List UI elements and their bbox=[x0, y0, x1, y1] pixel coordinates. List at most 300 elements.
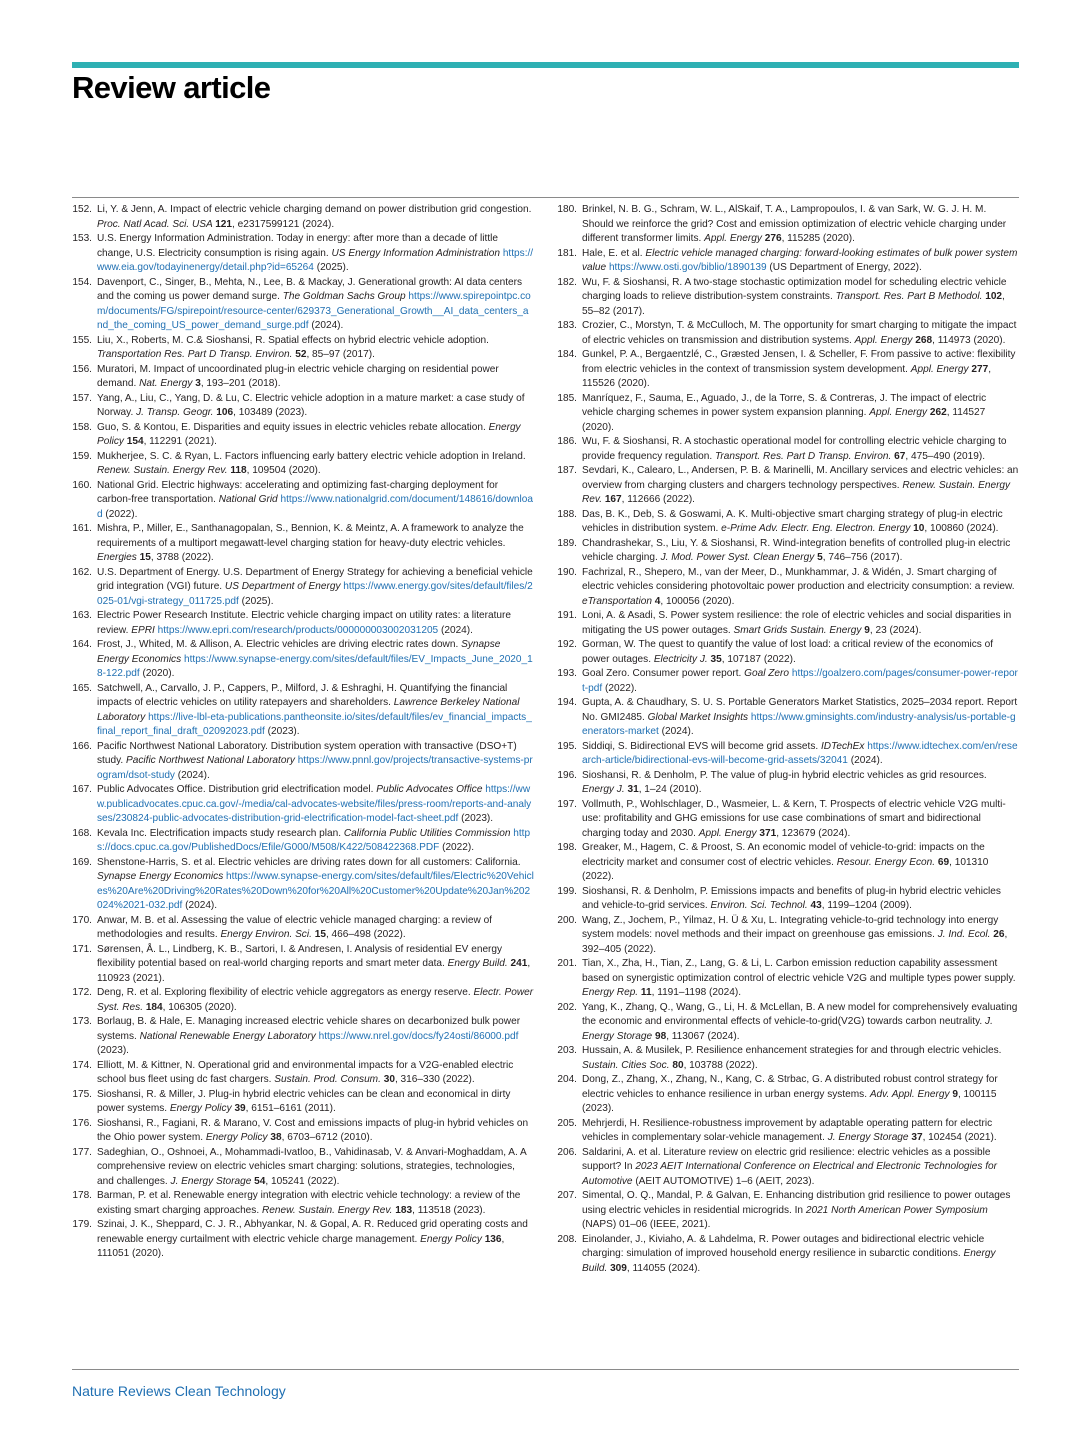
reference-authors-title: Saldarini, A. et al. Literature review on electric grid resilience: electric vehicles as a possible support? In bbox=[582, 1146, 991, 1172]
reference-source: Sustain. Cities Soc. bbox=[582, 1059, 673, 1071]
reference-item bbox=[557, 1233, 1019, 1277]
reference-pages-year: , e2317599121 (2024). bbox=[232, 218, 335, 230]
reference-authors-title: Dong, Z., Zhang, X., Zhang, N., Kang, C. & Strbac, G. A distributed robust control strategy for electric vehicles to enhance resilience in urban energy systems. bbox=[582, 1074, 998, 1100]
reference-authors-title: Yang, K., Zhang, Q., Wang, G., Li, H. & McLellan, B. A new model for comprehensively evaluating the economic and environmental effects of vehicle-to-grid(V2G) towards carbon neutrality. bbox=[582, 1001, 1018, 1027]
reference-text bbox=[582, 566, 1019, 610]
reference-authors-title: Sioshansi, R. & Denholm, P. The value of plug-in hybrid electric vehicles as grid resources. bbox=[582, 769, 987, 781]
reference-authors-title: Muratori, M. Impact of uncoordinated plug-in electric vehicle charging on residential power demand. bbox=[97, 363, 499, 389]
reference-number: 173. bbox=[72, 1016, 92, 1027]
reference-number: 158. bbox=[72, 421, 92, 433]
reference-year: (2024). bbox=[308, 320, 344, 331]
reference-number: 197. bbox=[557, 798, 577, 810]
reference-source: Transport. Res. Part D Transp. Environ. bbox=[714, 450, 895, 462]
reference-number: 176. bbox=[72, 1117, 92, 1129]
reference-number: 160. bbox=[72, 479, 92, 491]
reference-link[interactable]: https://www.osti.gov/biblio/1890139 bbox=[608, 262, 767, 273]
reference-volume: 121 bbox=[215, 218, 233, 230]
reference-authors-title: Barman, P. et al. Renewable energy integration with electric vehicle technology: a review of the existing smart charging approaches. bbox=[97, 1190, 521, 1216]
reference-item bbox=[557, 348, 1019, 392]
reference-item bbox=[72, 522, 534, 566]
reference-volume: 69 bbox=[937, 856, 950, 868]
reference-volume: 54 bbox=[254, 1175, 266, 1187]
reference-number: 189. bbox=[557, 537, 577, 549]
reference-number: 182. bbox=[557, 276, 577, 288]
reference-number: 178. bbox=[72, 1190, 92, 1201]
reference-pages-year: , 6703–6712 (2010). bbox=[281, 1132, 373, 1143]
reference-item bbox=[557, 508, 1019, 537]
reference-number: 152. bbox=[72, 204, 92, 215]
reference-pages-year: , 112291 (2021). bbox=[143, 436, 217, 447]
reference-number: 185. bbox=[557, 392, 577, 404]
reference-number: 195. bbox=[557, 740, 577, 752]
reference-source: Energy Policy bbox=[169, 1103, 235, 1114]
reference-authors-title: Yang, A., Liu, C., Yang, D. & Lu, C. Electric vehicle adoption in a mature market: a case study of Norway. bbox=[97, 392, 525, 418]
reference-source: Electricity J. bbox=[653, 653, 711, 665]
reference-source: Environ. Sci. Technol. bbox=[710, 900, 811, 911]
reference-pages-year: , 103489 (2023). bbox=[233, 407, 308, 418]
reference-source: Renew. Sustain. Energy Rev. bbox=[582, 479, 1011, 505]
reference-item bbox=[557, 957, 1019, 1001]
reference-text bbox=[97, 522, 534, 566]
reference-link[interactable]: https://live-lbl-eta-publications.pantheonsite.io/sites/default/files/ev_financial_impacts_final_report_final_draft_02092023.pdf bbox=[97, 711, 532, 737]
reference-item bbox=[557, 769, 1019, 798]
reference-authors-title: Frost, J., Whited, M. & Allison, A. Electric vehicles are driving electric rates down. bbox=[97, 639, 462, 650]
reference-source: Renew. Sustain. Energy Rev. bbox=[261, 1204, 396, 1216]
reference-volume: 102 bbox=[985, 291, 1003, 302]
reference-text bbox=[582, 1233, 1019, 1277]
reference-volume: 136 bbox=[484, 1233, 502, 1245]
reference-source: Appl. Energy bbox=[704, 233, 765, 244]
reference-authors-title: Davenport, C., Singer, B., Mehta, N., Lee, B. & Mackay, J. Generational growth: AI data centers and the coming us power demand surge. bbox=[97, 276, 523, 302]
reference-item bbox=[557, 885, 1019, 914]
reference-source: Transport. Res. Part B Methodol. bbox=[835, 291, 986, 302]
reference-text bbox=[582, 769, 1019, 798]
reference-text bbox=[97, 1117, 534, 1146]
reference-pages-year: , 111051 (2020). bbox=[97, 1233, 505, 1259]
reference-item bbox=[557, 609, 1019, 638]
reference-text bbox=[97, 682, 534, 740]
reference-text bbox=[97, 638, 534, 682]
reference-year: (2024). bbox=[182, 900, 218, 911]
reference-item bbox=[72, 1059, 534, 1088]
reference-volume: 371 bbox=[759, 827, 777, 839]
reference-source: Renew. Sustain. Energy Rev. bbox=[97, 465, 231, 476]
reference-text bbox=[97, 203, 534, 232]
reference-volume: 31 bbox=[627, 784, 639, 795]
reference-text bbox=[582, 348, 1019, 392]
reference-year: (2023). bbox=[264, 726, 300, 737]
reference-source: Energy Policy bbox=[420, 1233, 485, 1245]
reference-source: Smart Grids Sustain. Energy bbox=[733, 624, 865, 636]
reference-authors-title: U.S. Energy Information Administration. Today in energy: after more than a decade of little change, U.S. Electricity consumption is rising again. bbox=[97, 233, 498, 259]
reference-number: 194. bbox=[557, 697, 577, 708]
reference-volume: 67 bbox=[894, 450, 906, 462]
reference-link[interactable]: https://www.nationalgrid.com/document/148616/download bbox=[97, 494, 533, 520]
reference-text bbox=[582, 392, 1019, 436]
reference-volume: 183 bbox=[395, 1204, 413, 1216]
reference-source: J. Energy Storage bbox=[582, 1016, 993, 1042]
reference-source: Global Market Insights bbox=[647, 711, 751, 723]
reference-volume: 39 bbox=[234, 1103, 246, 1114]
reference-item bbox=[72, 740, 534, 784]
reference-number: 172. bbox=[72, 987, 92, 998]
reference-source: J. Ind. Ecol. bbox=[937, 929, 994, 940]
reference-text bbox=[582, 247, 1019, 276]
reference-authors-title: Anwar, M. B. et al. Assessing the value of electric vehicle managed charging: a review of methodologies and results. bbox=[97, 914, 492, 940]
reference-volume: 9 bbox=[864, 624, 870, 636]
reference-source: Energy Policy bbox=[205, 1132, 271, 1143]
reference-item bbox=[557, 667, 1019, 696]
reference-pages-year: , 1–24 (2010). bbox=[638, 784, 702, 795]
reference-pages-year: , 316–330 (2022). bbox=[394, 1074, 475, 1085]
reference-number: 169. bbox=[72, 856, 92, 868]
reference-text bbox=[582, 537, 1019, 566]
reference-number: 198. bbox=[557, 842, 577, 853]
reference-number: 183. bbox=[557, 320, 577, 331]
reference-text bbox=[582, 798, 1019, 842]
reference-pages-year: , 106305 (2020). bbox=[162, 1001, 237, 1013]
reference-authors-title: Sadeghian, O., Oshnoei, A., Mohammadi-Ivatloo, B., Vahidinasab, V. & Anvari-Moghaddam, A. A comprehensive review on electric vehicles smart charging: solutions, strategies, technologies, and challenges. bbox=[97, 1146, 527, 1187]
reference-text bbox=[582, 1001, 1019, 1045]
reference-item bbox=[557, 1117, 1019, 1146]
page-title: Review article bbox=[72, 70, 271, 105]
reference-source: J. Energy Storage bbox=[827, 1132, 912, 1143]
reference-number: 161. bbox=[72, 523, 92, 534]
reference-authors-title: Gorman, W. The quest to quantify the value of lost load: a critical review of the economics of power outages. bbox=[582, 639, 994, 665]
reference-authors-title: Sevdari, K., Calearo, L., Andersen, P. B. & Marinelli, M. Ancillary services and electric vehicles: an overview from charging clusters and chargers technology perspectives. bbox=[582, 465, 1019, 491]
reference-authors-title: Gunkel, P. A., Bergaentzlé, C., Græsted Jensen, I. & Scheller, F. From passive to active: flexibility from electric vehicles in the context of transmission system development. bbox=[582, 349, 1016, 375]
reference-volume: 3 bbox=[195, 378, 201, 389]
bottom-divider bbox=[72, 1369, 1019, 1370]
reference-text bbox=[582, 1189, 1019, 1233]
reference-column-left bbox=[72, 203, 534, 1262]
reference-item bbox=[72, 232, 534, 276]
reference-number: 175. bbox=[72, 1088, 92, 1100]
reference-source: Electric vehicle managed charging: forward-looking estimates of bulk power system value bbox=[582, 247, 1018, 273]
reference-number: 202. bbox=[557, 1001, 577, 1013]
reference-item bbox=[557, 392, 1019, 436]
reference-text bbox=[97, 450, 534, 479]
reference-item bbox=[557, 841, 1019, 885]
reference-source: IDTechEx bbox=[821, 740, 868, 752]
reference-text bbox=[582, 609, 1019, 638]
reference-number: 193. bbox=[557, 668, 577, 679]
reference-number: 191. bbox=[557, 610, 577, 621]
reference-number: 154. bbox=[72, 276, 92, 288]
reference-pages-year: , 110923 (2021). bbox=[97, 958, 531, 984]
reference-year: (2020). bbox=[139, 668, 175, 679]
reference-text bbox=[97, 232, 534, 276]
reference-year: (US Department of Energy, 2022). bbox=[766, 262, 922, 273]
reference-year: (2024). bbox=[174, 769, 210, 781]
reference-item bbox=[72, 783, 534, 827]
reference-item bbox=[557, 1044, 1019, 1073]
accent-bar bbox=[72, 62, 1019, 68]
reference-number: 168. bbox=[72, 827, 92, 839]
reference-text bbox=[582, 1044, 1019, 1073]
reference-text bbox=[97, 1146, 534, 1190]
reference-number: 196. bbox=[557, 769, 577, 781]
reference-source: Lawrence Berkeley National Laboratory bbox=[97, 697, 520, 723]
reference-number: 190. bbox=[557, 566, 577, 578]
reference-item bbox=[557, 1001, 1019, 1045]
reference-link[interactable]: https://www.spirepointpc.com/documents/FG/spirepoint/resource-center/629373_Generational_Growth__AI_data_centers_and_the_coming_US_power_demand_surge.pdf bbox=[97, 291, 531, 331]
reference-authors-title: Das, B. K., Deb, S. & Goswami, A. K. Multi-objective smart charging strategy of plug-in electric vehicles in distribution system. bbox=[582, 508, 1003, 534]
reference-pages-year: , 113067 (2024). bbox=[666, 1030, 740, 1042]
reference-authors-title: Sioshansi, R. & Denholm, P. Emissions impacts and benefits of plug-in hybrid electric vehicles and vehicle-to-grid services. bbox=[582, 885, 1001, 911]
reference-text bbox=[582, 1073, 1019, 1117]
reference-item bbox=[557, 914, 1019, 958]
reference-authors-title: Vollmuth, P., Wohlschlager, D., Wasmeier, L. & Kern, T. Prospects of electric vehicle V2G multi-use: profitability and GHG emissions for use case combinations of smart and bidirectional charging today and 2030. bbox=[582, 798, 1006, 839]
reference-year: (2022). bbox=[602, 682, 637, 694]
reference-volume: 37 bbox=[911, 1132, 923, 1143]
reference-text bbox=[97, 609, 534, 638]
reference-link[interactable]: https://www.nrel.gov/docs/fy24osti/86000.pdf bbox=[318, 1030, 519, 1042]
reference-source: Adv. Appl. Energy bbox=[869, 1088, 953, 1100]
reference-text bbox=[582, 667, 1019, 696]
reference-source: US Energy Information Administration bbox=[331, 247, 503, 259]
reference-volume: 241 bbox=[510, 958, 528, 969]
reference-number: 208. bbox=[557, 1233, 577, 1245]
reference-item bbox=[72, 276, 534, 334]
reference-pages-year: , 1199–1204 (2009). bbox=[821, 900, 912, 911]
reference-volume: 184 bbox=[145, 1001, 163, 1013]
reference-authors-title: Tian, X., Zha, H., Tian, Z., Lang, G. & Li, L. Carbon emission reduction capability assessment based on synergistic optimization control of electric vehicle V2G and multiple types power supply. bbox=[582, 958, 1016, 984]
reference-item bbox=[72, 914, 534, 943]
reference-source: Nat. Energy bbox=[139, 378, 196, 389]
reference-source: Resour. Energy Econ. bbox=[836, 856, 938, 868]
reference-pages-year: , 193–201 (2018). bbox=[200, 378, 281, 389]
reference-link[interactable]: https://www.synapse-energy.com/sites/default/files/Electric%20Vehicles%20Are%20Driving%20Rates%20Down%20for%20All%20Customer%20Update%20Jan%202024%2021-032.pdf bbox=[97, 871, 534, 911]
reference-text bbox=[97, 856, 534, 914]
reference-pages-year: , 114973 (2020). bbox=[932, 334, 1006, 346]
reference-text bbox=[97, 479, 534, 523]
reference-item bbox=[72, 609, 534, 638]
reference-item bbox=[72, 1117, 534, 1146]
reference-volume: 11 bbox=[640, 987, 652, 998]
reference-source: Synapse Energy Economics bbox=[97, 871, 227, 882]
reference-text bbox=[97, 1015, 534, 1059]
reference-number: 156. bbox=[72, 363, 92, 375]
reference-authors-title: Einolander, J., Kiviaho, A. & Lahdelma, R. Power outages and bidirectional electric vehicle charging: simulation of improved household energy resilience in subarctic conditions. bbox=[582, 1233, 985, 1259]
reference-volume: 262 bbox=[929, 407, 947, 418]
reference-link[interactable]: https://www.eia.gov/todayinenergy/detail.php?id=65264 bbox=[97, 247, 534, 273]
reference-item bbox=[72, 1015, 534, 1059]
reference-source: Energy Build. bbox=[447, 958, 511, 969]
reference-volume: 309 bbox=[610, 1262, 627, 1274]
reference-number: 162. bbox=[72, 566, 92, 578]
reference-authors-title: Public Advocates Office. Distribution grid electrification model. bbox=[97, 784, 377, 795]
reference-link[interactable]: https://goalzero.com/pages/consumer-power-report-pdf bbox=[582, 668, 1018, 694]
reference-link[interactable]: https://www.publicadvocates.cpuc.ca.gov/-/media/cal-advocates-website/files/press-room/reports-and-analyses/230824-public-advocates-distribution-grid-electrification-model-fact-sheet.pdf bbox=[97, 784, 532, 824]
reference-link[interactable]: https://www.synapse-energy.com/sites/default/files/EV_Impacts_June_2020_18-122.pdf bbox=[97, 653, 533, 679]
reference-authors-title: Brinkel, N. B. G., Schram, W. L., AlSkaif, T. A., Lampropoulos, I. & van Sark, W. G. J. H. M. Should we reinforce the grid? Cost and emission optimization of electric vehicle charging under different transformer limits. bbox=[582, 204, 1007, 244]
reference-volume: 38 bbox=[270, 1132, 282, 1143]
reference-link[interactable]: https://www.idtechex.com/en/research-article/bidirectional-evs-will-become-grid-assets/32041 bbox=[582, 740, 1018, 766]
reference-number: 159. bbox=[72, 450, 92, 462]
reference-number: 153. bbox=[72, 233, 92, 244]
reference-text bbox=[97, 566, 534, 610]
reference-pages-year: , 392–405 (2022). bbox=[582, 929, 1008, 955]
reference-year: (2025). bbox=[313, 262, 349, 273]
reference-pages-year: , 466–498 (2022). bbox=[325, 929, 406, 940]
reference-source: Appl. Energy bbox=[869, 407, 930, 418]
reference-volume: 4 bbox=[654, 595, 661, 607]
reference-authors-title: Siddiqi, S. Bidirectional EVS will become grid assets. bbox=[582, 740, 821, 752]
reference-volume: 98 bbox=[654, 1030, 667, 1042]
reference-authors-title: Loni, A. & Asadi, S. Power system resilience: the role of electric vehicles and social disparities in mitigating the US power outages. bbox=[582, 610, 1012, 636]
reference-text bbox=[97, 986, 534, 1015]
reference-authors-title: Hale, E. et al. bbox=[582, 247, 646, 259]
reference-number: 186. bbox=[557, 436, 577, 447]
reference-source: Synapse Energy Economics bbox=[97, 639, 501, 665]
reference-authors-title: Fachrizal, R., Shepero, M., van der Meer, D., Munkhammar, J. & Widén, J. Smart charging of electric vehicles considering photovoltaic power production and electricity consumption: a review. bbox=[582, 566, 1015, 592]
reference-number: 164. bbox=[72, 639, 92, 650]
reference-pages-year: , 105241 (2022). bbox=[265, 1175, 340, 1187]
reference-source: Sustain. Prod. Consum. bbox=[274, 1074, 384, 1085]
reference-pages-year: , 101310 (2022). bbox=[582, 856, 989, 882]
reference-authors-title: Mehrjerdi, H. Resilience-robustness improvement by adaptable operating pattern for electric vehicles in complementary solar-vehicle management. bbox=[582, 1117, 993, 1143]
reference-number: 179. bbox=[72, 1219, 92, 1230]
journal-name[interactable]: Nature Reviews Clean Technology bbox=[72, 1383, 286, 1399]
reference-item bbox=[72, 392, 534, 421]
reference-authors-title: Wu, F. & Sioshansi, R. A two-stage stochastic optimization model for scheduling electric vehicle charging loads to relieve distribution-system constraints. bbox=[582, 276, 1007, 302]
reference-volume: 30 bbox=[383, 1074, 395, 1085]
reference-source: Energy Policy bbox=[97, 421, 521, 447]
reference-text bbox=[97, 740, 534, 784]
reference-source: 2023 AEIT International Conference on Electrical and Electronic Technologies for Automotive bbox=[582, 1161, 998, 1187]
reference-link[interactable]: https://docs.cpuc.ca.gov/PublishedDocs/Efile/G000/M508/K422/508422368.PDF bbox=[97, 827, 531, 853]
reference-authors-title: U.S. Department of Energy. U.S. Department of Energy Strategy for achieving a beneficial vehicle grid integration (VGI) future. bbox=[97, 566, 533, 592]
reference-pages-year: (NAPS) 01–06 (IEEE, 2021). bbox=[582, 1219, 711, 1230]
reference-link[interactable]: https://www.gminsights.com/industry-analysis/us-portable-generators-market bbox=[582, 711, 1016, 737]
reference-authors-title: Guo, S. & Kontou, E. Disparities and equity issues in electric vehicles rebate allocation. bbox=[97, 421, 489, 433]
reference-text bbox=[582, 957, 1019, 1001]
reference-source: National Grid bbox=[218, 494, 281, 505]
reference-text bbox=[97, 276, 534, 334]
reference-authors-title: Sioshansi, R. & Miller, J. Plug-in hybrid electric vehicles can be clean and economical in dirty power systems. bbox=[97, 1088, 511, 1114]
reference-source: Goal Zero bbox=[744, 668, 792, 679]
reference-authors-title: Li, Y. & Jenn, A. Impact of electric vehicle charging demand on power distribution grid congestion. bbox=[97, 204, 532, 215]
reference-number: 157. bbox=[72, 392, 92, 404]
reference-authors-title: Sørensen, Å. L., Lindberg, K. B., Sartori, I. & Andresen, I. Analysis of residential EV energy flexibility potential based on real-world charging reports and smart meter data. bbox=[97, 943, 503, 969]
reference-pages-year: , 115526 (2020). bbox=[582, 363, 992, 389]
reference-text bbox=[582, 885, 1019, 914]
reference-pages-year: (AEIT AUTOMOTIVE) 1–6 (AEIT, 2023). bbox=[635, 1175, 815, 1187]
reference-item bbox=[72, 1218, 534, 1262]
reference-source: Public Advocates Office bbox=[376, 784, 486, 795]
reference-number: 163. bbox=[72, 610, 92, 621]
reference-item bbox=[72, 943, 534, 987]
reference-text bbox=[582, 638, 1019, 667]
reference-number: 166. bbox=[72, 740, 92, 752]
reference-authors-title: Pacific Northwest National Laboratory. Distribution system operation with transactive (DSO+T) study. bbox=[97, 740, 517, 766]
reference-authors-title: Goal Zero. Consumer power report. bbox=[582, 668, 745, 679]
reference-pages-year: , 102454 (2021). bbox=[922, 1132, 997, 1143]
reference-pages-year: , 107187 (2022). bbox=[721, 653, 796, 665]
reference-text bbox=[582, 276, 1019, 320]
reference-item bbox=[72, 1088, 534, 1117]
reference-text bbox=[582, 1117, 1019, 1146]
reference-item bbox=[557, 1146, 1019, 1190]
reference-volume: 15 bbox=[314, 929, 326, 940]
reference-year: (2023). bbox=[97, 1045, 129, 1056]
reference-source: Energies bbox=[97, 552, 140, 563]
reference-item bbox=[557, 1073, 1019, 1117]
reference-number: 192. bbox=[557, 639, 577, 650]
reference-item bbox=[72, 1189, 534, 1218]
reference-item bbox=[557, 566, 1019, 610]
reference-number: 207. bbox=[557, 1190, 577, 1201]
reference-authors-title: Simental, O. Q., Mandal, P. & Galvan, E. Enhancing distribution grid resilience to power outages using electric vehicles in residential microgrids. In bbox=[582, 1190, 1011, 1216]
reference-number: 181. bbox=[557, 247, 577, 259]
reference-text bbox=[582, 696, 1019, 740]
reference-number: 199. bbox=[557, 885, 577, 897]
reference-text bbox=[582, 914, 1019, 958]
reference-source: e-Prime Adv. Electr. Eng. Electron. Energy bbox=[721, 523, 914, 534]
reference-text bbox=[97, 334, 534, 363]
reference-item bbox=[72, 986, 534, 1015]
reference-authors-title: Elliott, M. & Kittner, N. Operational grid and environmental impacts for a V2G-enabled electric school bus fleet using dc fast chargers. bbox=[97, 1059, 514, 1085]
reference-number: 177. bbox=[72, 1146, 92, 1158]
reference-number: 204. bbox=[557, 1074, 577, 1085]
reference-number: 171. bbox=[72, 943, 92, 955]
reference-number: 203. bbox=[557, 1045, 577, 1056]
reference-text bbox=[97, 1088, 534, 1117]
reference-text bbox=[582, 508, 1019, 537]
reference-pages-year: , 114527 (2020). bbox=[582, 407, 986, 433]
reference-volume: 26 bbox=[993, 929, 1005, 940]
reference-year: (2022). bbox=[439, 842, 475, 853]
reference-authors-title: Deng, R. et al. Exploring flexibility of electric vehicle aggregators as energy reserve. bbox=[97, 987, 474, 998]
reference-item bbox=[557, 203, 1019, 247]
reference-volume: 10 bbox=[913, 523, 925, 534]
reference-pages-year: , 23 (2024). bbox=[869, 624, 922, 636]
reference-item bbox=[72, 363, 534, 392]
reference-pages-year: , 55–82 (2017). bbox=[582, 291, 1005, 317]
reference-volume: 15 bbox=[139, 552, 151, 563]
reference-text bbox=[97, 392, 534, 421]
reference-text bbox=[97, 421, 534, 450]
reference-link[interactable]: https://www.pnnl.gov/projects/transactive-systems-program/dsot-study bbox=[97, 755, 533, 781]
reference-authors-title: Satchwell, A., Carvallo, J. P., Cappers, P., Milford, J. & Eshraghi, H. Quantifying the financial impacts of electric vehicles on utility ratepayers and shareholders. bbox=[97, 682, 508, 708]
reference-link[interactable]: https://www.epri.com/research/products/000000003002031205 bbox=[157, 624, 439, 636]
reference-number: 205. bbox=[557, 1117, 577, 1129]
reference-number: 201. bbox=[557, 958, 577, 969]
reference-year: (2025). bbox=[238, 595, 274, 607]
reference-pages-year: , 3788 (2022). bbox=[150, 552, 214, 563]
reference-source: Energy J. bbox=[582, 784, 628, 795]
reference-number: 165. bbox=[72, 682, 92, 694]
reference-source: Energy Build. bbox=[582, 1248, 996, 1274]
reference-year: (2024). bbox=[658, 726, 694, 737]
reference-link[interactable]: https://www.energy.gov/sites/default/files/2025-01/vgi-strategy_011725.pdf bbox=[97, 581, 533, 607]
reference-item bbox=[557, 798, 1019, 842]
reference-pages-year: , 113518 (2023). bbox=[412, 1204, 486, 1216]
reference-item bbox=[72, 682, 534, 740]
reference-source: Appl. Energy bbox=[910, 363, 972, 375]
reference-item bbox=[557, 740, 1019, 769]
reference-pages-year: , 100056 (2020). bbox=[660, 595, 735, 607]
reference-item bbox=[72, 638, 534, 682]
reference-volume: 106 bbox=[216, 407, 234, 418]
reference-authors-title: Electric Power Research Institute. Electric vehicle charging impact on utility rates: a literature review. bbox=[97, 610, 512, 636]
reference-source: Appl. Energy bbox=[698, 827, 760, 839]
reference-authors-title: Wang, Z., Jochem, P., Yilmaz, H. Ü & Xu, L. Integrating vehicle-to-grid technology into energy system models: novel methods and their impact on greenhouse gas emissions. bbox=[582, 914, 999, 940]
reference-number: 180. bbox=[557, 204, 577, 215]
reference-number: 184. bbox=[557, 349, 577, 360]
reference-volume: 277 bbox=[971, 363, 989, 375]
